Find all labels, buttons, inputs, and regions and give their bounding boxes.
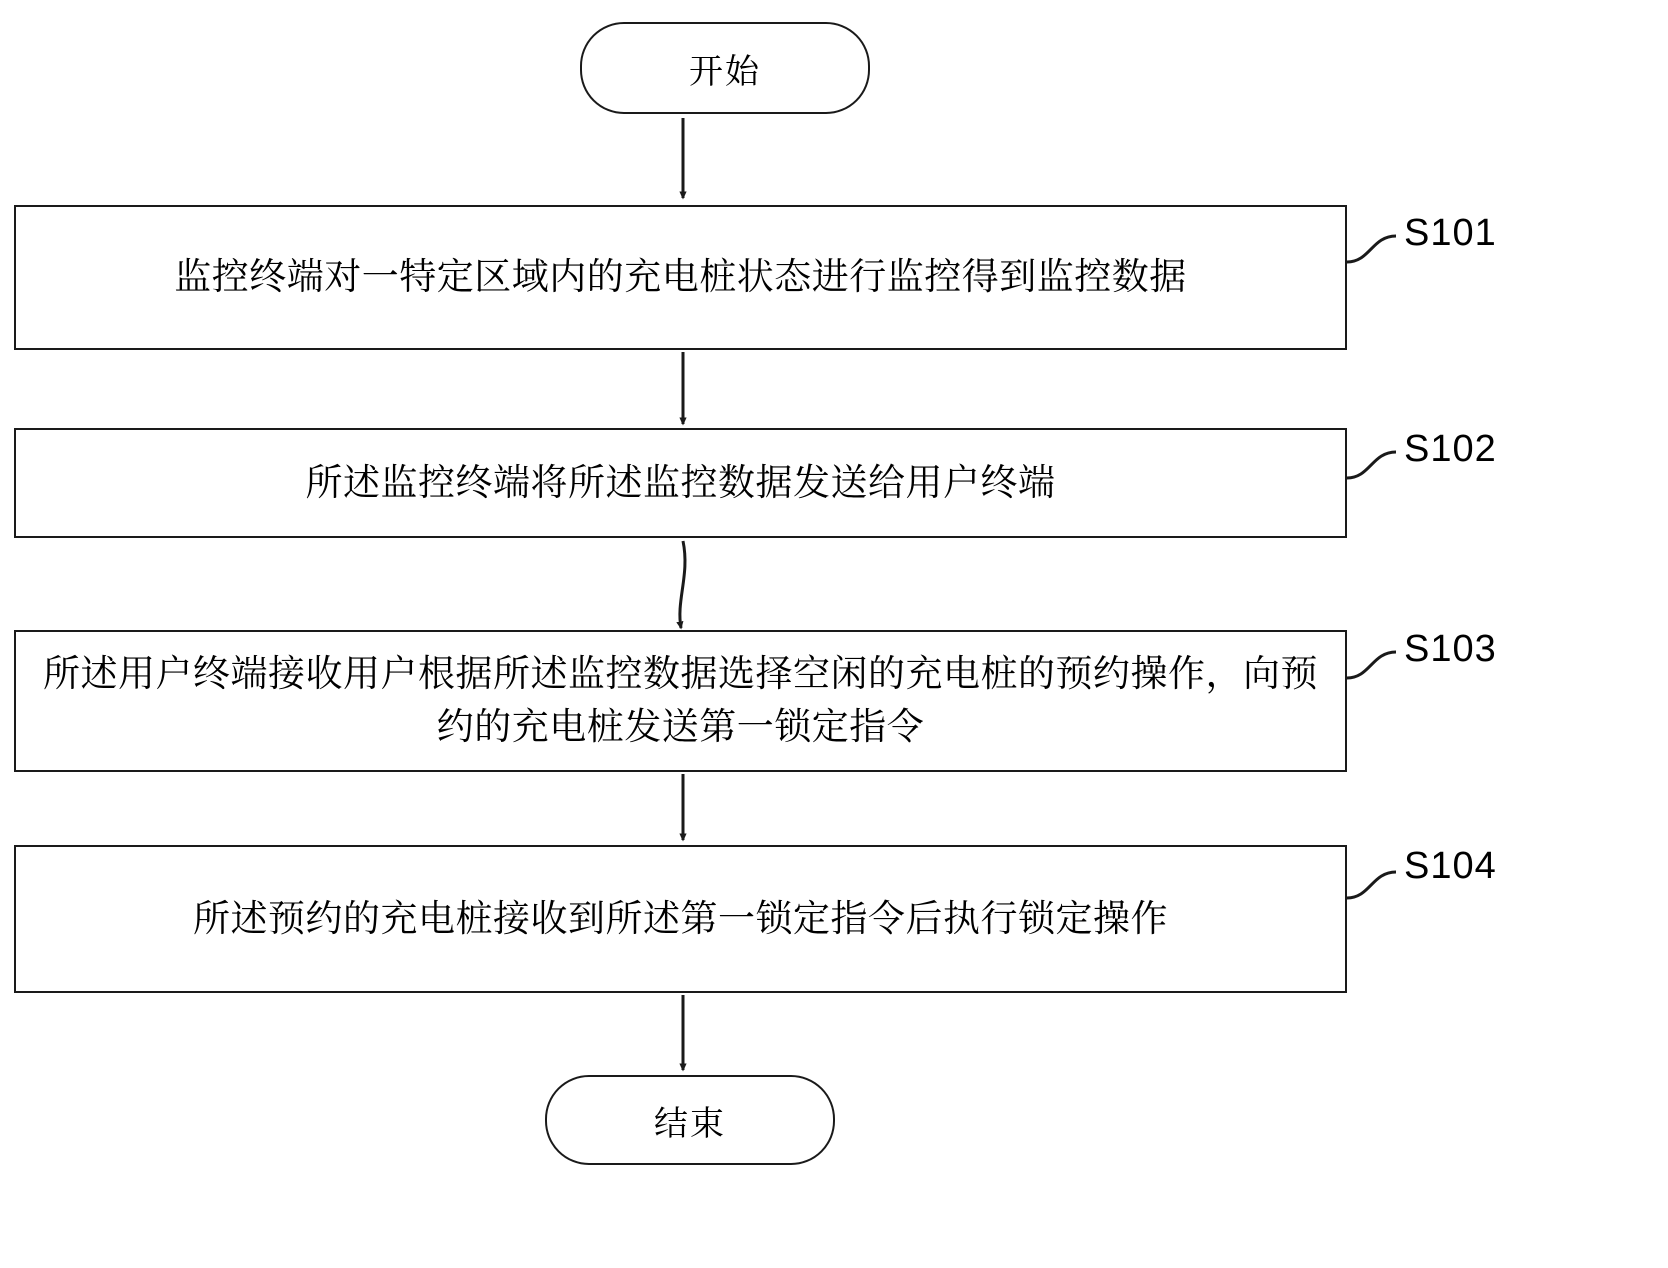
node-s104 xyxy=(14,845,1347,993)
leader-s102 xyxy=(1347,452,1396,478)
node-s101 xyxy=(14,205,1347,350)
node-s103 xyxy=(14,630,1347,772)
step-label-s101: S101 xyxy=(1404,212,1497,254)
node-end-label: 结束 xyxy=(654,1104,726,1143)
step-label-s103: S103 xyxy=(1404,628,1497,670)
step-label-s104: S104 xyxy=(1404,845,1497,887)
leader-s103 xyxy=(1347,652,1396,678)
node-s103-label: 所述用户终端接收用户根据所述监控数据选择空闲的充电桩的预约操作，向预约的充电桩发送第一锁定指令 xyxy=(43,653,1318,747)
node-end xyxy=(545,1075,835,1165)
node-s102-label: 所述监控终端将所述监控数据发送给用户终端 xyxy=(305,461,1056,503)
leader-s104 xyxy=(1347,872,1396,898)
node-start-label: 开始 xyxy=(689,52,761,91)
node-s102 xyxy=(14,428,1347,538)
edge-s102-to-s103 xyxy=(680,541,685,628)
leader-s101 xyxy=(1347,236,1396,262)
node-s101-label: 监控终端对一特定区域内的充电桩状态进行监控得到监控数据 xyxy=(174,256,1187,298)
step-label-s102: S102 xyxy=(1404,428,1497,470)
node-start xyxy=(580,22,870,114)
node-s104-label: 所述预约的充电桩接收到所述第一锁定指令后执行锁定操作 xyxy=(193,897,1168,939)
